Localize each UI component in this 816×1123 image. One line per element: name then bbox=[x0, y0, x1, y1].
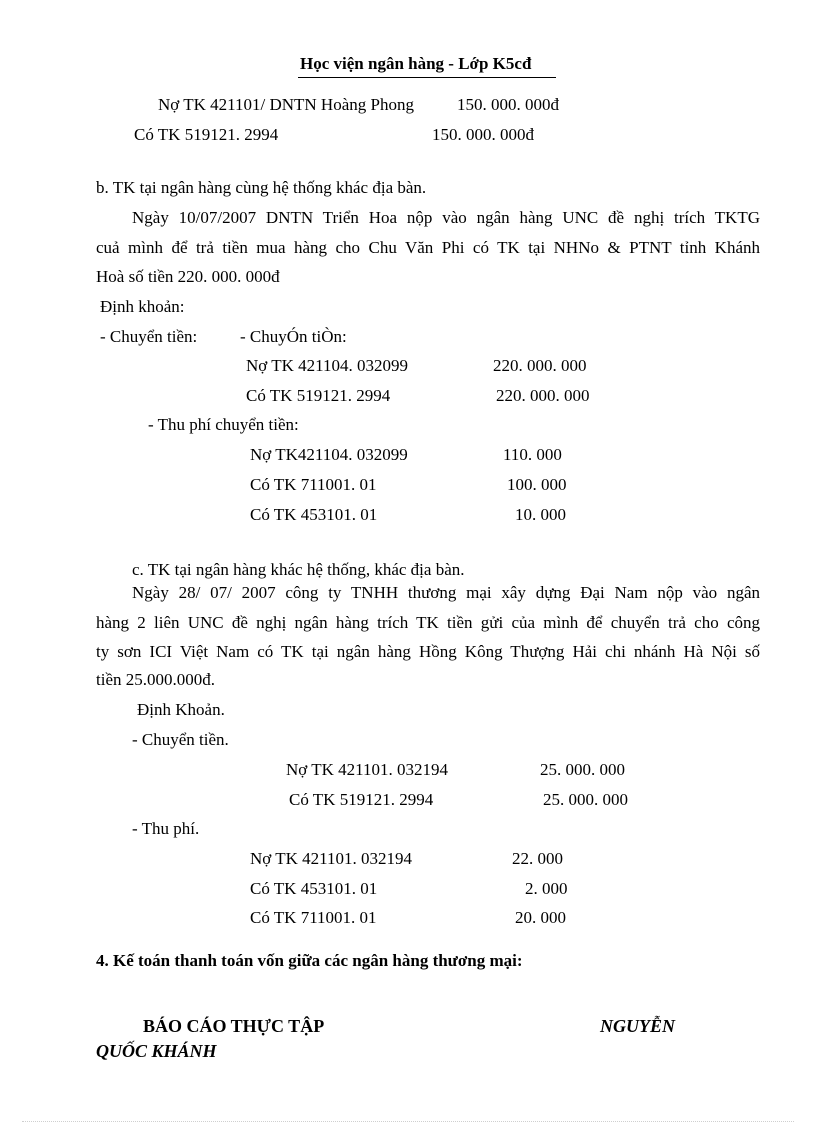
section-c-paragraph-line-1: Ngày 28/ 07/ 2007 công ty TNHH thương mại xây dựng Đại Nam nộp vào ngân bbox=[132, 583, 760, 602]
section-b-transfer-label-garbled: - ChuyÓn tiÒn: bbox=[240, 327, 347, 346]
section-c-fee-credit1-account: Có TK 453101. 01 bbox=[250, 879, 378, 898]
section-c-transfer-debit-amount: 25. 000. 000 bbox=[540, 760, 625, 779]
page-bottom-divider bbox=[22, 1121, 794, 1122]
section-b-fee-debit-account: Nợ TK421104. 032099 bbox=[250, 445, 408, 464]
section-c-heading: c. TK tại ngân hàng khác hệ thống, khác địa bàn. bbox=[132, 560, 465, 579]
section-c-transfer-credit-account: Có TK 519121. 2994 bbox=[289, 790, 434, 809]
section-b-transfer-credit-account: Có TK 519121. 2994 bbox=[246, 386, 391, 405]
section-c-fee-label: - Thu phí. bbox=[132, 819, 200, 838]
top-debit-amount: 150. 000. 000đ bbox=[457, 95, 559, 114]
section-c-fee-debit-account: Nợ TK 421101. 032194 bbox=[250, 849, 412, 868]
section-b-fee-label: - Thu phí chuyển tiền: bbox=[148, 415, 299, 434]
section-4-heading: 4. Kế toán thanh toán vốn giữa các ngân hàng thương mại: bbox=[96, 951, 523, 970]
section-b-paragraph-line-1: Ngày 10/07/2007 DNTN Triển Hoa nộp vào ngân hàng UNC đề nghị trích TKTG bbox=[132, 208, 760, 227]
section-b-fee-credit1-account: Có TK 711001. 01 bbox=[250, 475, 377, 494]
section-b-fee-debit-amount: 110. 000 bbox=[503, 445, 562, 464]
section-c-fee-credit2-account: Có TK 711001. 01 bbox=[250, 908, 377, 927]
top-credit-account: Có TK 519121. 2994 bbox=[134, 125, 279, 144]
footer-report-title: BÁO CÁO THỰC TẬP bbox=[143, 1016, 325, 1036]
header-underline bbox=[298, 77, 556, 78]
section-b-paragraph-line-2: cuả mình để trả tiền mua hàng cho Chu Văn Phi có TK tại NHNo & PTNT tỉnh Khánh bbox=[96, 238, 760, 257]
section-c-fee-credit1-amount: 2. 000 bbox=[525, 879, 568, 898]
page-header-title: Học viện ngân hàng - Lớp K5cđ bbox=[300, 54, 532, 73]
section-b-dinh-khoan: Định khoản: bbox=[100, 297, 185, 316]
section-b-transfer-label: - Chuyển tiền: bbox=[100, 327, 198, 346]
section-b-transfer-credit-amount: 220. 000. 000 bbox=[496, 386, 590, 405]
section-c-dinh-khoan: Định Khoản. bbox=[137, 700, 225, 719]
section-b-transfer-debit-amount: 220. 000. 000 bbox=[493, 356, 587, 375]
section-c-paragraph-line-3: ty sơn ICI Việt Nam có TK tại ngân hàng Hồng Kông Thượng Hải chi nhánh Hà Nội số bbox=[96, 642, 760, 661]
footer-author-last: QUỐC KHÁNH bbox=[96, 1041, 217, 1061]
section-b-fee-credit2-amount: 10. 000 bbox=[515, 505, 566, 524]
section-c-paragraph-line-4: tiền 25.000.000đ. bbox=[96, 670, 215, 689]
section-c-fee-credit2-amount: 20. 000 bbox=[515, 908, 566, 927]
section-c-transfer-label: - Chuyển tiền. bbox=[132, 730, 229, 749]
section-c-paragraph-line-2: hàng 2 liên UNC đề nghị ngân hàng trích TK tiền gửi của mình để chuyển trả cho công bbox=[96, 613, 760, 632]
section-b-fee-credit2-account: Có TK 453101. 01 bbox=[250, 505, 378, 524]
section-b-heading: b. TK tại ngân hàng cùng hệ thống khác địa bàn. bbox=[96, 178, 427, 197]
section-b-transfer-debit-account: Nợ TK 421104. 032099 bbox=[246, 356, 408, 375]
section-b-fee-credit1-amount: 100. 000 bbox=[507, 475, 567, 494]
top-debit-account: Nợ TK 421101/ DNTN Hoàng Phong bbox=[158, 95, 414, 114]
section-c-transfer-credit-amount: 25. 000. 000 bbox=[543, 790, 628, 809]
section-c-fee-debit-amount: 22. 000 bbox=[512, 849, 563, 868]
footer-author-first: NGUYỄN bbox=[600, 1016, 675, 1036]
section-b-paragraph-line-3: Hoà số tiền 220. 000. 000đ bbox=[96, 267, 280, 286]
top-credit-amount: 150. 000. 000đ bbox=[432, 125, 534, 144]
section-c-transfer-debit-account: Nợ TK 421101. 032194 bbox=[286, 760, 448, 779]
